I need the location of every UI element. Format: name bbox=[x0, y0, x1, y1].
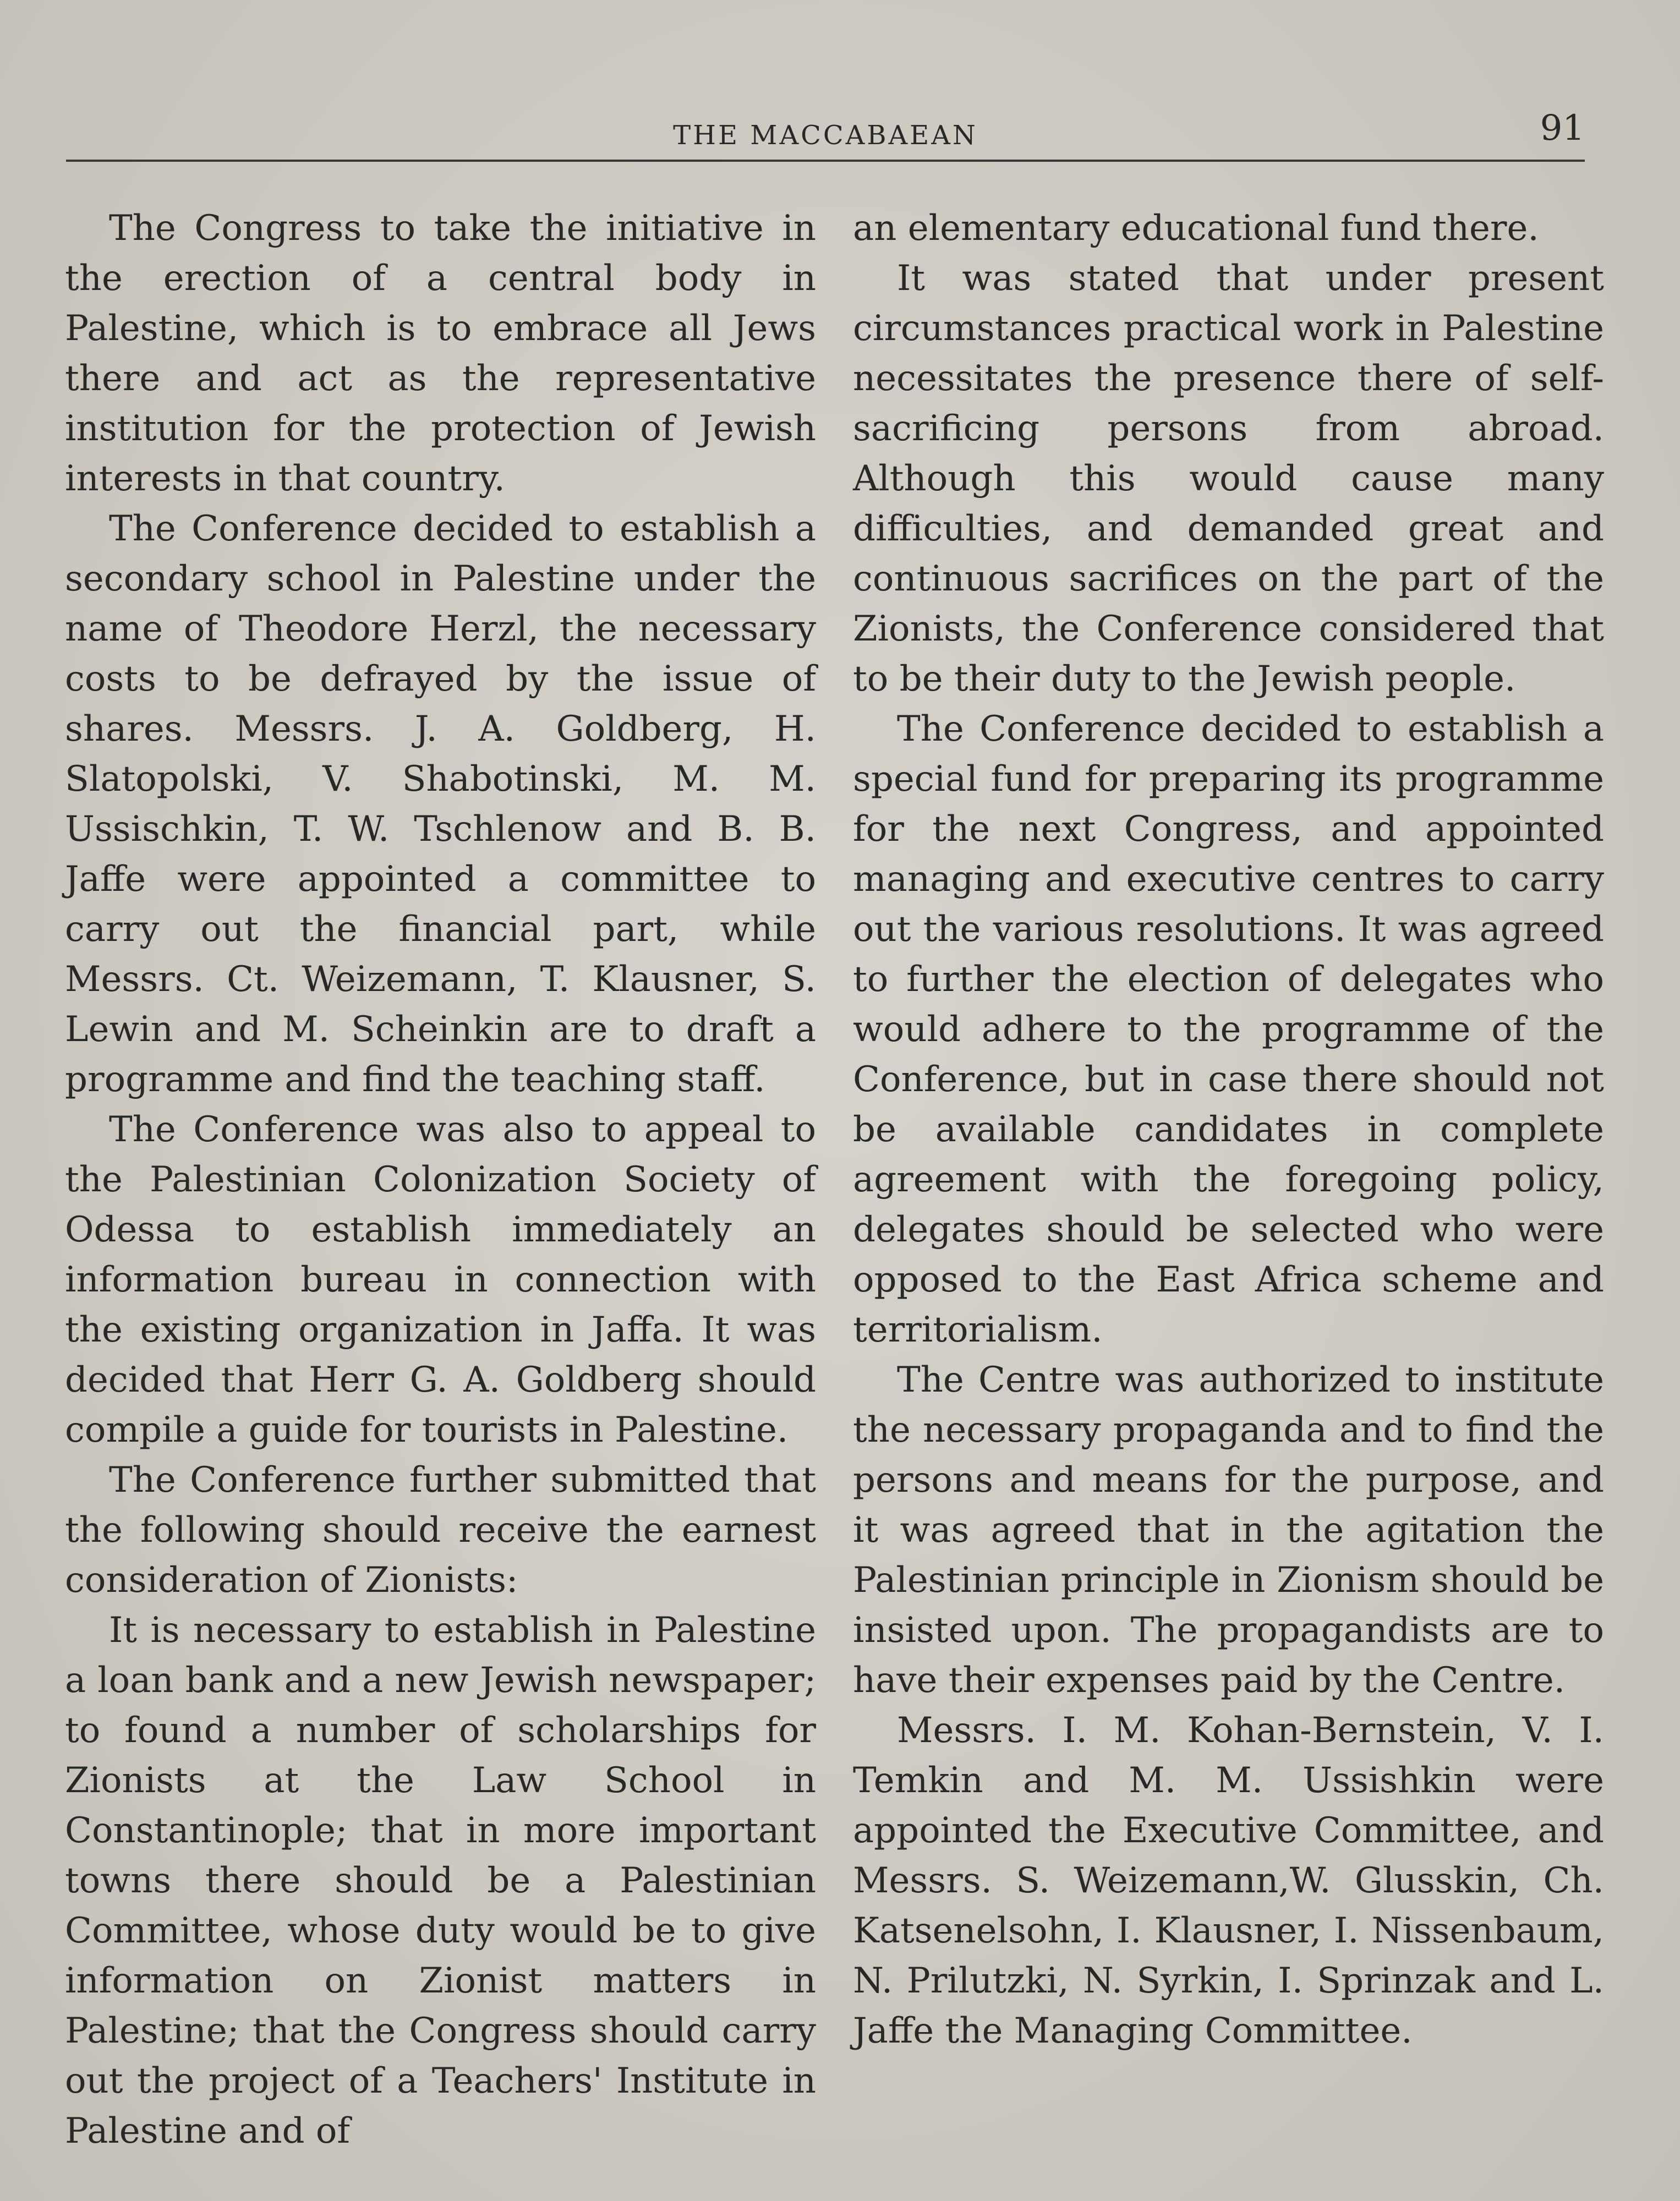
paragraph: The Conference decided to establish a special fund for preparing its programme for the next Congress, and appointed managing and executive centres to carry out the various resolutions. It was agreed to further the election of delegates who would adhere to the programme of the Conference, but in case there should not be available candidates in complete agreement with the foregoing policy, delegates should be selected who were opposed to the East Africa scheme and territorialism. bbox=[853, 709, 1604, 1350]
paragraph: Messrs. I. M. Kohan-Bernstein, V. I. Temkin and M. M. Ussishkin were appointed the Executive Committee, and Messrs. S. Weizemann,W. Glusskin, Ch. Katsenelsohn, I. Klausner, I. Nissenbaum, N. Prilutzki, N. Syrkin, I. Sprinzak and L. Jaffe the Managing Committee. bbox=[853, 1710, 1604, 2051]
paragraph: The Conference was also to appeal to the Palestinian Colonization Society of Odessa to establish immediately an information bureau in connection with the existing organization in Jaffa. It was decided that Herr G. A. Goldberg should compile a guide for tourists in Palestine. bbox=[65, 1109, 816, 1450]
paragraph: The Conference further submitted that the following should receive the earnest consideration of Zionists: bbox=[65, 1460, 816, 1601]
header-rule bbox=[66, 160, 1585, 162]
paragraph: The Congress to take the initiative in the erection of a central body in Palestine, which is to embrace all Jews there and act as the representative institution for the protection of Jewish interests in that country. bbox=[65, 208, 816, 499]
paragraph: It was stated that under present circumstances practical work in Palestine necessitates the presence there of self-sacrificing persons from abroad. Although this would cause many difficulties, and demanded great and continuous sacrifices on the part of the Zionists, the Conference considered that to be their duty to the Jewish people. bbox=[853, 258, 1604, 699]
paragraph: It is necessary to establish in Palestine a loan bank and a new Jewish newspaper; to found a number of scholarships for Zionists at the Law School in Constantinople; that in more important towns there should be a Palestinian Committee, whose duty would be to give information on Zionist matters in Palestine; that the Congress should carry out the project of a Teachers' Institute in Palestine and of bbox=[65, 1610, 816, 2151]
left-column bbox=[65, 204, 816, 2156]
paragraph-continuation: an elementary educational fund there. bbox=[853, 208, 1539, 249]
page-header bbox=[66, 105, 1585, 165]
paragraph: The Centre was authorized to institute the necessary propaganda and to find the persons and means for the purpose, and it was agreed that in the agitation the Palestinian principle in Zionism should be insisted upon. The propagandists are to have their expenses paid by the Centre. bbox=[853, 1360, 1604, 1701]
right-column bbox=[853, 204, 1604, 2056]
page-number: 91 bbox=[1540, 108, 1585, 149]
paragraph: The Conference decided to establish a secondary school in Palestine under the name of Theodore Herzl, the necessary costs to be defrayed by the issue of shares. Messrs. J. A. Goldberg, H. Slatopolski, V. Shabotinski, M. M. Ussischkin, T. W. Tschlenow and B. B. Jaffe were appointed a committee to carry out the financial part, while Messrs. Ct. Weizemann, T. Klausner, S. Lewin and M. Scheinkin are to draft a programme and find the teaching staff. bbox=[65, 508, 816, 1100]
running-title: THE MACCABAEAN bbox=[673, 120, 978, 151]
